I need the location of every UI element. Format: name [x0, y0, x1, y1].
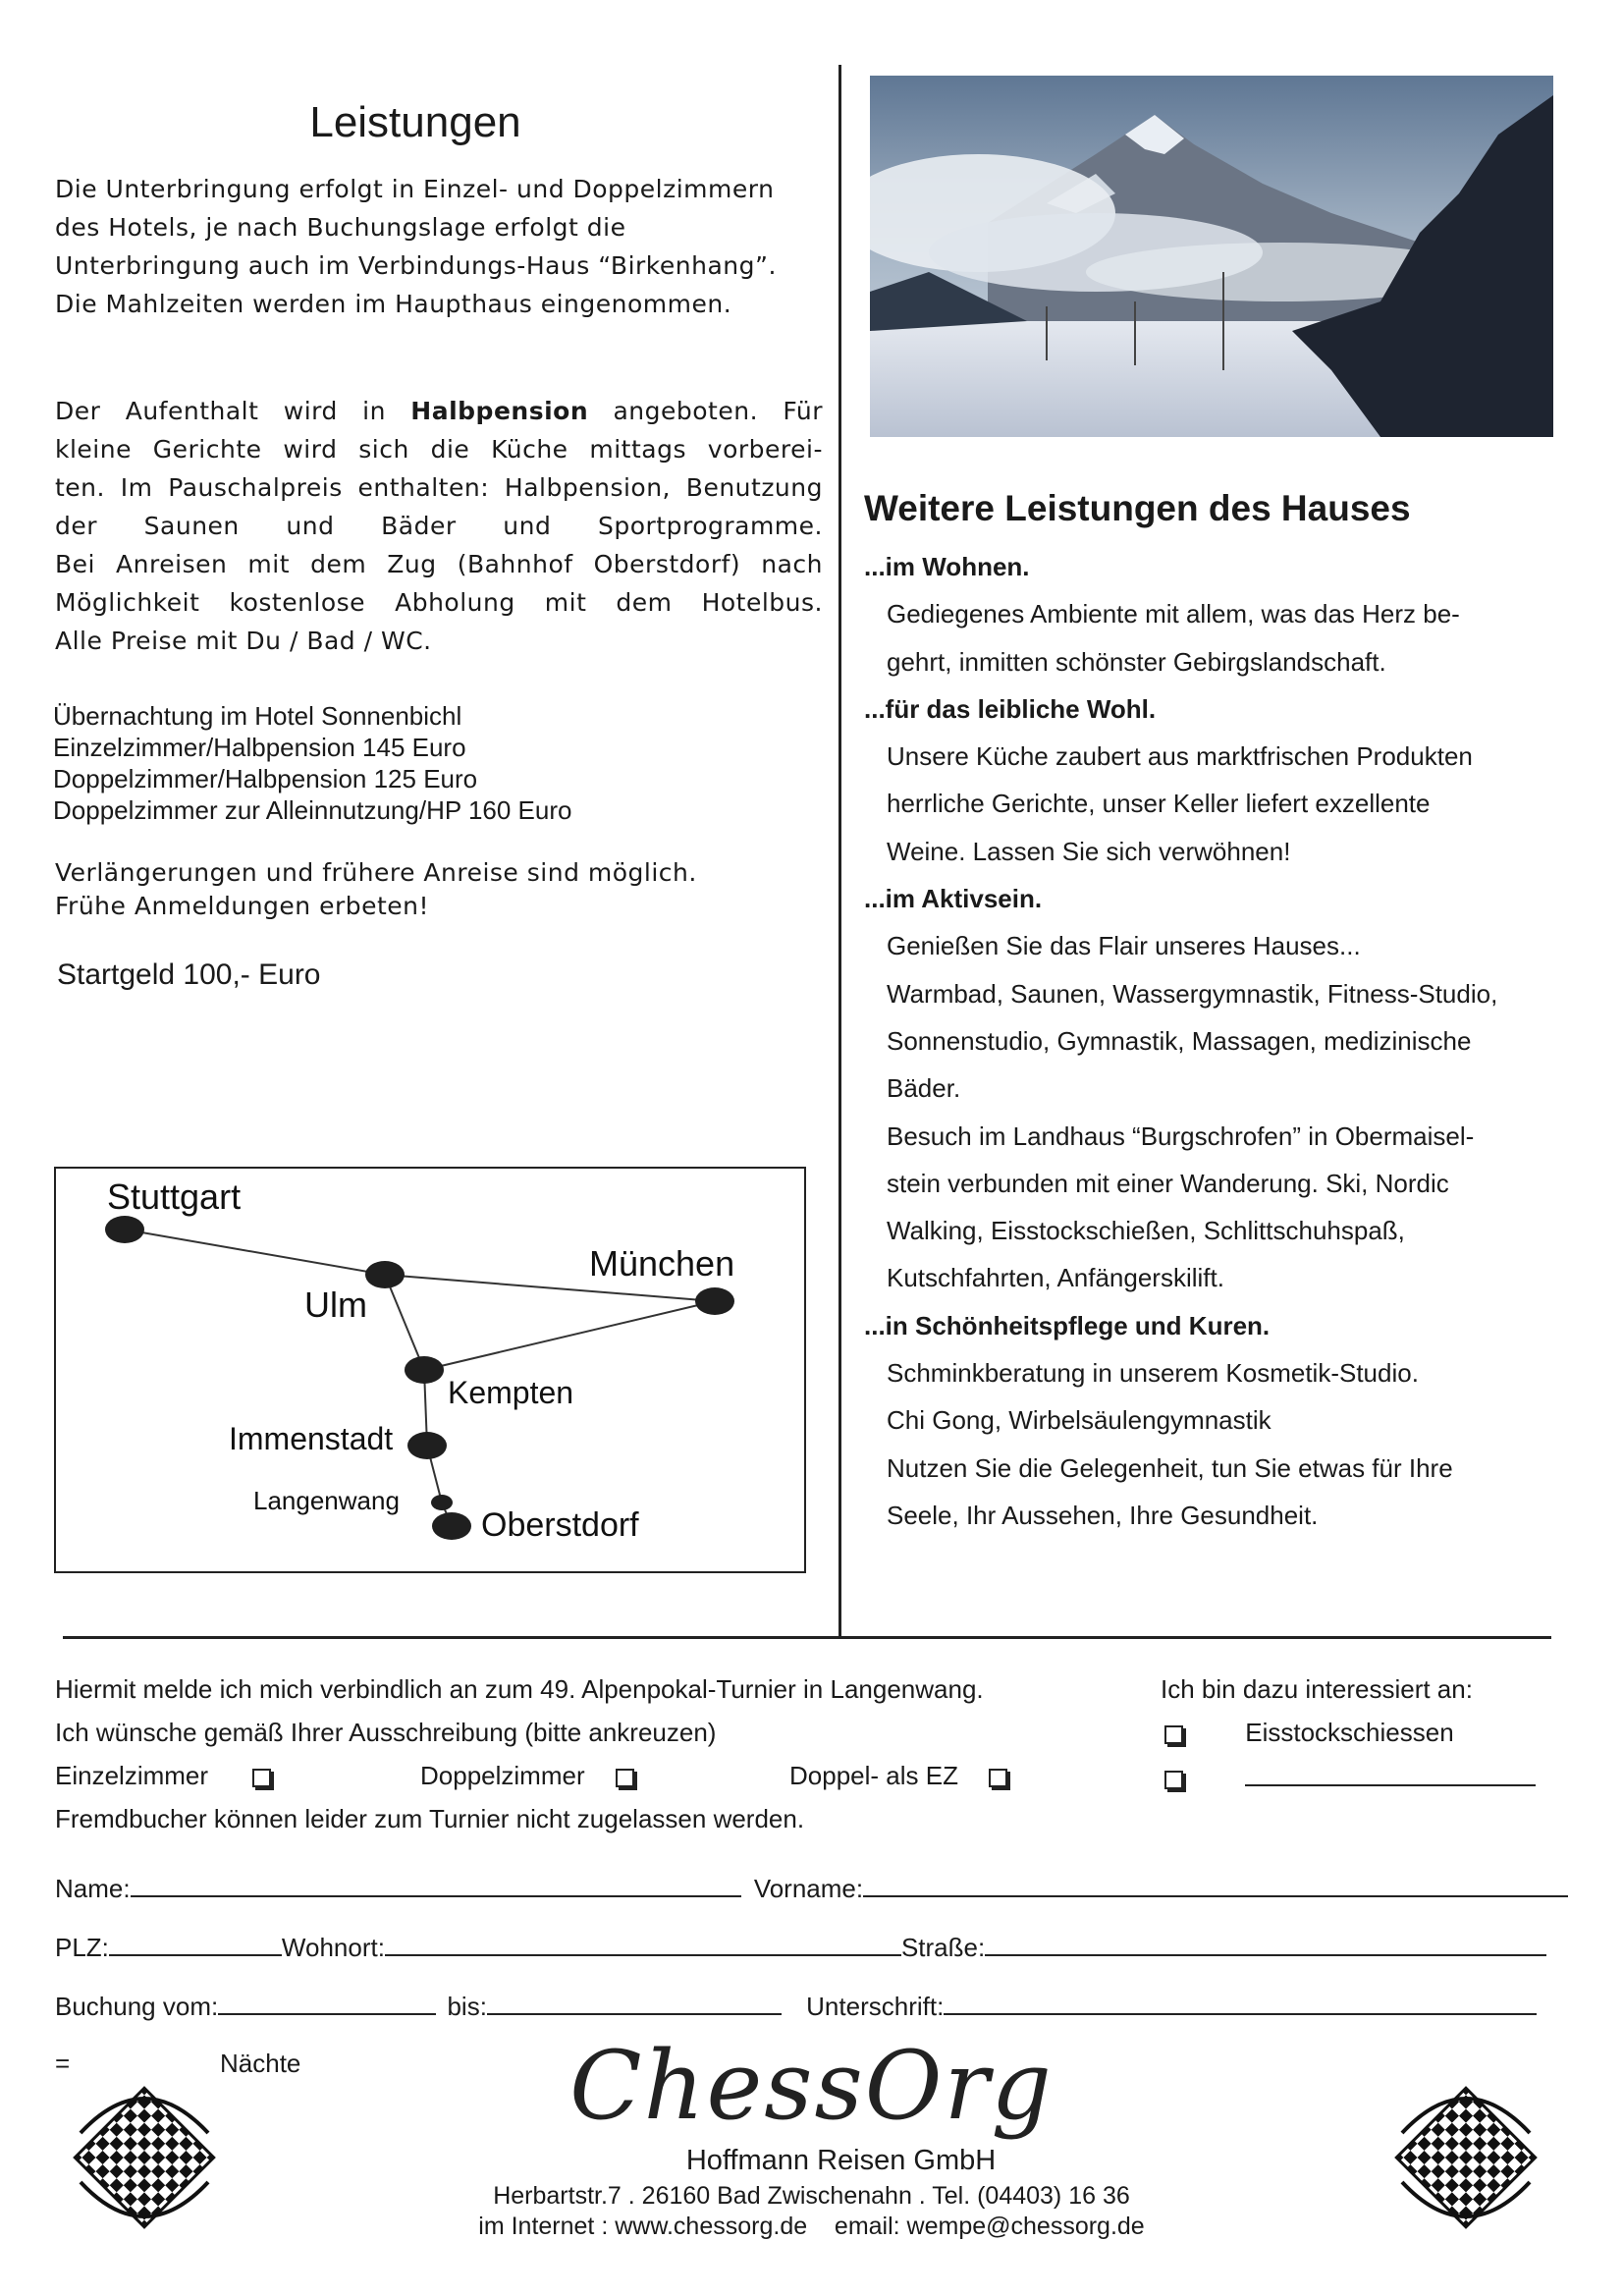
price-line: Doppelzimmer/Halbpension 125 Euro [53, 764, 478, 793]
text-line: Weine. Lassen Sie sich verwöhnen! [887, 836, 1291, 866]
text-line: Frühe Anmeldungen erbeten! [55, 892, 430, 920]
company-name: Hoffmann Reisen GmbH [685, 2145, 997, 2176]
mountain-landscape-image [870, 76, 1553, 437]
price-line: Übernachtung im Hotel Sonnenbichl [53, 701, 462, 731]
checkbox-interest-other[interactable] [1164, 1771, 1183, 1789]
text-line: Der Aufenthalt wird in Halbpension angeboten. Für [55, 397, 823, 425]
address-row [55, 1931, 1546, 1963]
city-dot-langenwang [431, 1495, 453, 1510]
vorname-field[interactable] [863, 1872, 1568, 1897]
city-label-oberstdorf: Oberstdorf [481, 1506, 639, 1544]
checkbox-eisstockschiessen[interactable] [1164, 1725, 1183, 1744]
text-line: kleine Gerichte wird sich die Küche mittags vorberei- [55, 435, 823, 464]
checkbox-doppel-als-ez[interactable] [989, 1769, 1007, 1787]
city-dot-kempten [405, 1356, 444, 1384]
option-label: Doppel- als EZ [789, 1761, 958, 1790]
text-line: herrliche Gerichte, unser Keller liefert exzellente [887, 789, 1431, 819]
text-line: Kutschfahrten, Anfängerskilift. [887, 1263, 1224, 1293]
text-line: ten. Im Pauschalpreis enthalten: Halbpension, Benutzung [55, 473, 823, 502]
bis-label: bis: [447, 1992, 487, 2021]
text-line: Warmbad, Saunen, Wassergymnastik, Fitness-Studio, [887, 978, 1498, 1009]
checkbox-einzelzimmer[interactable] [252, 1769, 271, 1787]
section-heading: ...im Aktivsein. [864, 884, 1043, 914]
plz-label: PLZ: [55, 1933, 109, 1962]
option-label: Einzelzimmer [55, 1761, 209, 1790]
text-line: stein verbunden mit einer Wanderung. Ski, Nordic [887, 1168, 1449, 1198]
city-dot-muenchen [695, 1287, 734, 1315]
text-line: Besuch im Landhaus “Burgschrofen” in Obermaisel- [887, 1121, 1475, 1151]
text-line: Nutzen Sie die Gelegenheit, tun Sie etwas für Ihre [887, 1452, 1453, 1483]
city-label-langenwang: Langenwang [253, 1486, 400, 1515]
text-line: Bei Anreisen mit dem Zug (Bahnhof Oberstdorf) nach [55, 550, 823, 578]
option-label: Eisstockschiessen [1245, 1718, 1454, 1747]
text-line: Bäder. [887, 1073, 961, 1104]
vorname-label: Vorname: [753, 1874, 864, 1903]
mountain-photo [870, 76, 1553, 437]
unterschrift-label: Unterschrift: [806, 1992, 945, 2021]
city-label-immenstadt: Immenstadt [229, 1421, 394, 1456]
text-line: Schminkberatung in unserem Kosmetik-Studio. [887, 1358, 1419, 1389]
text-line: Möglichkeit kostenlose Abholung mit dem Hotelbus. [55, 588, 823, 617]
accommodation-paragraph [55, 170, 840, 323]
option-doppel-als-ez [789, 1761, 1007, 1791]
halfboard-paragraph [55, 392, 823, 660]
right-title: Weitere Leistungen des Hauses [864, 488, 1411, 528]
option-einzelzimmer [55, 1761, 271, 1791]
section-heading: ...in Schönheitspflege und Kuren. [864, 1310, 1271, 1340]
plz-field[interactable] [109, 1931, 282, 1956]
text-line: der Saunen und Bäder und Sportprogramme. [55, 512, 823, 540]
city-dot-oberstdorf [432, 1512, 471, 1540]
external-booker-note: Fremdbucher können leider zum Turnier nicht zugelassen werden. [55, 1804, 805, 1833]
option-doppelzimmer [420, 1761, 634, 1791]
city-dot-immenstadt [407, 1432, 447, 1459]
name-label: Name: [55, 1874, 131, 1903]
text-line: Verlängerungen und frühere Anreise sind möglich. [55, 858, 697, 887]
text-line: des Hotels, je nach Buchungslage erfolgt die [55, 213, 626, 242]
checkbox-doppelzimmer[interactable] [616, 1769, 634, 1787]
strasse-field[interactable] [985, 1931, 1546, 1956]
text-line: Chi Gong, Wirbelsäulengymnastik [887, 1405, 1271, 1436]
option-label: Doppelzimmer [420, 1761, 585, 1790]
wohnort-field[interactable] [385, 1931, 901, 1956]
text-line: Die Mahlzeiten werden im Haupthaus eingenommen. [55, 290, 732, 318]
city-label-muenchen: München [589, 1243, 735, 1284]
city-dot-stuttgart [105, 1216, 144, 1243]
equals-sign: = [55, 2049, 71, 2078]
buchung-von-field[interactable] [218, 1990, 436, 2015]
booking-row [55, 1990, 1537, 2022]
company-web: im Internet : www.chessorg.de email: wempe@chessorg.de [478, 2213, 1145, 2240]
text-line: Alle Preise mit Du / Bad / WC. [55, 627, 432, 655]
text-line: Sonnenstudio, Gymnastik, Massagen, medizinische [887, 1025, 1472, 1056]
route-map [54, 1167, 806, 1573]
text-line: Unsere Küche zaubert aus marktfrischen Produkten [887, 741, 1473, 772]
price-line: Doppelzimmer zur Alleinnutzung/HP 160 Euro [53, 795, 572, 825]
text-line: Gediegenes Ambiente mit allem, was das Herz be- [887, 599, 1460, 629]
text-line: Genießen Sie das Flair unseres Hauses... [887, 931, 1361, 961]
section-rule [63, 1636, 1551, 1639]
section-heading: ...für das leibliche Wohl. [864, 693, 1157, 724]
name-field[interactable] [131, 1872, 741, 1897]
company-address: Herbartstr.7 . 26160 Bad Zwischenahn . Tel. (04403) 16 36 [493, 2182, 1130, 2210]
start-fee: Startgeld 100,- Euro [57, 958, 321, 991]
chessorg-logo: ChessOrg [569, 2031, 1054, 2141]
interest-option-1 [1161, 1718, 1454, 1748]
text-line: Die Unterbringung erfolgt in Einzel- und Doppelzimmern [55, 175, 775, 203]
nights-label: Nächte [220, 2049, 301, 2078]
city-label-ulm: Ulm [304, 1285, 367, 1325]
text-line: Unterbringung auch im Verbindungs-Haus “Birkenhang”. [55, 251, 777, 280]
house-services [864, 543, 1571, 1539]
city-dot-ulm [365, 1261, 405, 1288]
price-line: Einzelzimmer/Halbpension 145 Euro [53, 733, 466, 762]
text-line: Seele, Ihr Aussehen, Ihre Gesundheit. [887, 1500, 1319, 1530]
route-lines [56, 1169, 804, 1571]
buchung-label: Buchung vom: [55, 1992, 219, 2021]
registration-intro-1: Hiermit melde ich mich verbindlich an zum 49. Alpenpokal-Turnier in Langenwang. [55, 1674, 984, 1704]
city-label-stuttgart: Stuttgart [107, 1176, 242, 1217]
registration-intro-2: Ich wünsche gemäß Ihrer Ausschreibung (bitte ankreuzen) [55, 1718, 717, 1747]
left-title: Leistungen [309, 98, 521, 146]
city-label-kempten: Kempten [448, 1375, 574, 1410]
interest-label: Ich bin dazu interessiert an: [1161, 1674, 1473, 1704]
section-heading: ...im Wohnen. [864, 552, 1030, 581]
price-list [53, 700, 799, 826]
wohnort-label: Wohnort: [281, 1933, 385, 1962]
strasse-label: Straße: [900, 1933, 986, 1962]
extension-note [55, 856, 840, 923]
buchung-bis-field[interactable] [487, 1990, 782, 2015]
text-line: Walking, Eisstockschießen, Schlittschuhspaß, [887, 1216, 1405, 1246]
interest-other-field[interactable] [1245, 1761, 1536, 1786]
text-line: gehrt, inmitten schönster Gebirgslandschaft. [887, 646, 1386, 677]
interest-option-2 [1161, 1761, 1536, 1793]
unterschrift-field[interactable] [944, 1990, 1537, 2015]
name-row [55, 1872, 1568, 1904]
